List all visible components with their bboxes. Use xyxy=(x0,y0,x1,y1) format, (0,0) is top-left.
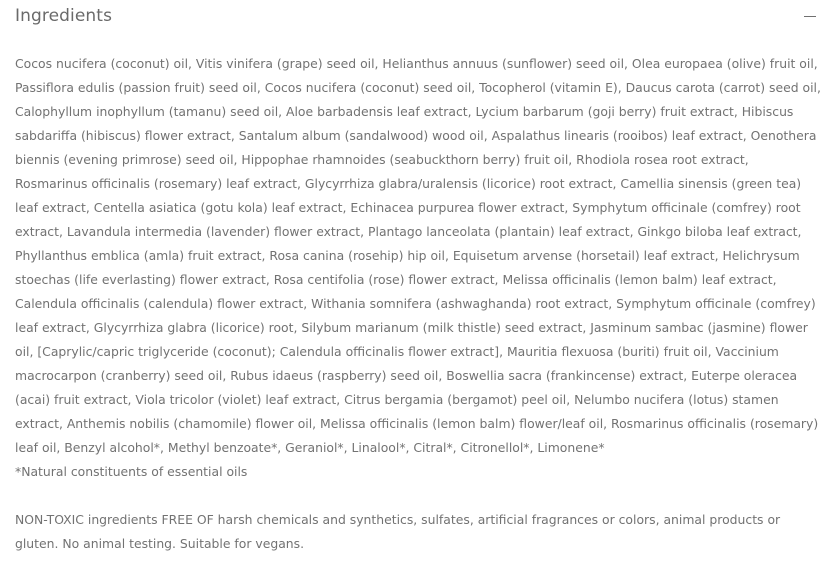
section-title: Ingredients xyxy=(15,6,113,26)
ingredients-footnote: *Natural constituents of essential oils xyxy=(15,464,248,479)
product-claims: NON-TOXIC ingredients FREE OF harsh chemicals and synthetics, sulfates, artificial fragrances or colors, animal products or gluten. No animal testing. Suitable for vegans. xyxy=(15,512,781,551)
ingredients-list: Cocos nucifera (coconut) oil, Vitis vinifera (grape) seed oil, Helianthus annuus (sunflower) seed oil, Olea europaea (olive) fruit oil, Passiflora edulis (passion fruit) seed oil, Cocos nucifera (coconut) seed oil, Tocopherol (vitamin E), Daucus carota (carrot) seed oil, Calophyllum inophyllum (tamanu) seed oil, Aloe barbadensis leaf extract, Lycium barbarum (goji berry) fruit extract, Hibiscus sabdariffa (hibiscus) flower extract, Santalum album (sandalwood) wood oil, Aspalathus linearis (rooibos) leaf extract, Oenothera biennis (evening primrose) seed oil, Hippophae rhamnoides (seabuckthorn berry) fruit oil, Rhodiola rosea root extract, Rosmarinus officinalis (rosemary) leaf extract, Glycyrrhiza glabra/uralensis (licorice) root extract, Camellia sinensis (green tea) leaf extract, Centella asiatica (gotu kola) leaf extract, Echinacea purpurea flower extract, Symphytum officinale (comfrey) root extract, Lavandula intermedia (lavender) flower extract, Plantago lanceolata (plantain) leaf extract, Ginkgo biloba leaf extract, Phyllanthus emblica (amla) fruit extract, Rosa canina (rosehip) hip oil, Equisetum arvense (horsetail) leaf extract, Helichrysum stoechas (life everlasting) flower extract, Rosa centifolia (rose) flower extract, Melissa officinalis (lemon balm) leaf extract, Calendula officinalis (calendula) flower extract, Withania somnifera (ashwaghanda) root extract, Symphytum officinale (comfrey) leaf extract, Glycyrrhiza glabra (licorice) root, Silybum marianum (milk thistle) seed extract, Jasminum sambac (jasmine) flower oil, [Caprylic/capric triglyceride (coconut); Calendula officinalis flower extract], Mauritia flexuosa (buriti) fruit oil, Vaccinium macrocarpon (cranberry) seed oil, Rubus idaeus (raspberry) seed oil, Boswellia sacra (frankincense) extract, Euterpe oleracea (acai) fruit extract, Viola tricolor (violet) leaf extract, Citrus bergamia (bergamot) peel oil, Nelumbo nucifera (lotus) stamen extract, Anthemis nobilis (chamomile) flower oil, Melissa officinalis (lemon balm) flower/leaf oil, Rosmarinus officinalis (rosemary) leaf oil, Benzyl alcohol*, Methyl benzoate*, Geraniol*, Linalool*, Citral*, Citronellol*, Limonene* xyxy=(15,56,821,455)
ingredients-accordion-header[interactable] xyxy=(0,0,836,34)
paragraph-spacer xyxy=(15,484,821,508)
minus-icon[interactable] xyxy=(804,16,816,17)
ingredients-panel xyxy=(15,52,821,556)
